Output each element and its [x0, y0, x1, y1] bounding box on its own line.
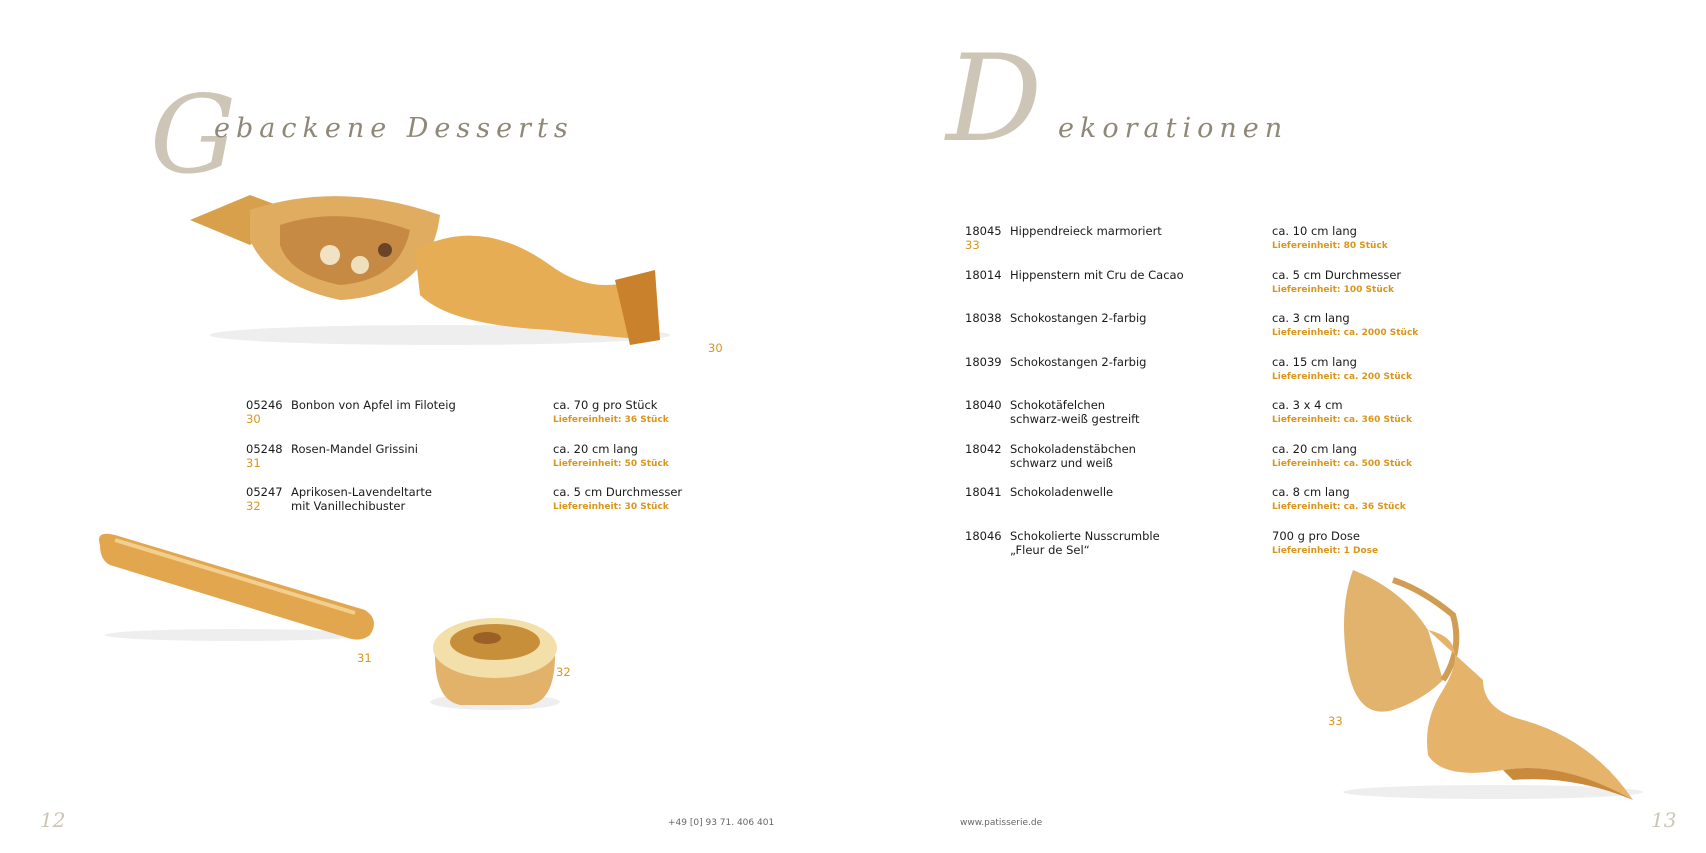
product-code: 18045 — [965, 224, 1002, 238]
delivery-unit: Liefereinheit: 36 Stück — [553, 415, 669, 425]
product-row — [965, 311, 1525, 351]
product-row — [246, 485, 806, 525]
product-size: ca. 20 cm lang — [553, 441, 638, 456]
product-code: 05248 — [246, 441, 283, 456]
product-photo-ref: 31 — [246, 455, 261, 470]
delivery-unit: Liefereinheit: 50 Stück — [553, 458, 669, 469]
delivery-unit: Liefereinheit: 1 Dose — [1272, 545, 1379, 556]
product-row — [965, 529, 1525, 569]
product-name: Schokostangen 2-farbig — [1010, 354, 1147, 369]
product-name: Schokolierte Nusscrumble „Fleur de Sel“ — [1010, 528, 1160, 557]
delivery-unit: Liefereinheit: ca. 500 Stück — [1272, 458, 1413, 469]
product-size: ca. 8 cm lang — [1272, 485, 1350, 499]
delivery-unit: Liefereinheit: 80 Stück — [1272, 241, 1388, 251]
product-name: Schokoladenwelle — [1010, 485, 1114, 499]
delivery-unit: Liefereinheit: 30 Stück — [553, 502, 669, 512]
product-row — [965, 355, 1525, 395]
product-photo-ref: 30 — [246, 412, 261, 426]
product-photo-ref: 32 — [246, 499, 261, 513]
page-number-right: 13 — [1651, 808, 1677, 832]
title-initial-g: G — [150, 73, 237, 198]
product-name: Schokoladenstäbchen schwarz und weiß — [1010, 441, 1136, 470]
product-size: ca. 5 cm Durchmesser — [553, 485, 683, 499]
product-name: Hippenstern mit Cru de Cacao — [1010, 267, 1184, 282]
product-row — [965, 485, 1525, 525]
product-row — [965, 442, 1525, 482]
product-name: Aprikosen-Lavendeltarte mit Vanillechibuster — [291, 485, 432, 513]
product-size: ca. 3 cm lang — [1272, 311, 1350, 325]
product-code: 05247 — [246, 485, 283, 499]
product-size: 700 g pro Dose — [1272, 528, 1360, 543]
product-code: 18040 — [965, 398, 1002, 412]
footer-phone: +49 [0] 93 71. 406 401 — [668, 818, 775, 828]
title-initial-d: D — [946, 30, 1043, 169]
product-row — [246, 398, 806, 438]
delivery-unit: Liefereinheit: ca. 36 Stück — [1272, 502, 1406, 512]
product-code: 05246 — [246, 398, 283, 412]
product-name: Hippendreieck marmoriert — [1010, 224, 1162, 238]
product-code: 18039 — [965, 354, 1002, 369]
product-size: ca. 3 x 4 cm — [1272, 398, 1343, 412]
photo-label-31: 31 — [357, 651, 372, 665]
product-code: 18041 — [965, 485, 1002, 499]
product-name: Bonbon von Apfel im Filoteig — [291, 398, 456, 412]
delivery-unit: Liefereinheit: ca. 2000 Stück — [1272, 328, 1419, 338]
product-size: ca. 70 g pro Stück — [553, 398, 658, 412]
product-code: 18046 — [965, 528, 1002, 543]
page-number-left: 12 — [40, 808, 66, 832]
right-page — [853, 0, 1706, 853]
photo-label-30: 30 — [708, 341, 723, 355]
product-code: 18014 — [965, 267, 1002, 282]
product-name: Rosen-Mandel Grissini — [291, 441, 418, 456]
page-title-desserts: ebackene Desserts — [214, 113, 574, 144]
product-row — [246, 442, 806, 482]
photo-label-33: 33 — [1328, 714, 1343, 728]
page-title-dekorationen: ekorationen — [1058, 113, 1289, 144]
delivery-unit: Liefereinheit: 100 Stück — [1272, 284, 1395, 295]
tarte-photo — [425, 610, 565, 720]
delivery-unit: Liefereinheit: ca. 200 Stück — [1272, 371, 1413, 382]
product-row — [965, 224, 1525, 264]
hippe-decoration-photo — [1333, 570, 1653, 810]
bonbon-filoteig-photo — [190, 185, 690, 355]
product-row — [965, 268, 1525, 308]
product-row — [965, 398, 1525, 438]
product-name: Schokotäfelchen schwarz-weiß gestreift — [1010, 398, 1140, 426]
product-name: Schokostangen 2-farbig — [1010, 311, 1147, 325]
footer-website: www.patisserie.de — [960, 818, 1043, 828]
delivery-unit: Liefereinheit: ca. 360 Stück — [1272, 415, 1413, 425]
product-photo-ref: 33 — [965, 238, 980, 252]
product-code: 18042 — [965, 441, 1002, 456]
product-size: ca. 5 cm Durchmesser — [1272, 267, 1402, 282]
product-size: ca. 20 cm lang — [1272, 441, 1357, 456]
photo-label-32: 32 — [556, 665, 571, 679]
product-size: ca. 15 cm lang — [1272, 354, 1357, 369]
grissini-photo — [95, 525, 375, 665]
product-size: ca. 10 cm lang — [1272, 224, 1357, 238]
product-code: 18038 — [965, 311, 1002, 325]
